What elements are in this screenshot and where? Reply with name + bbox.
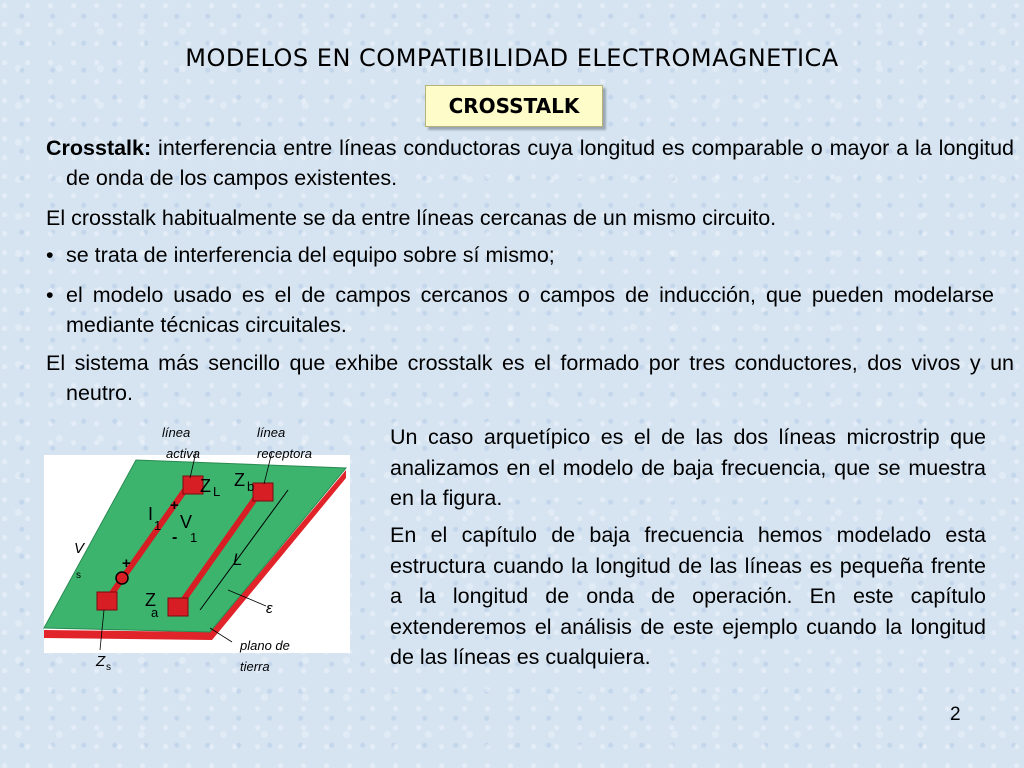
- label-zb: Z: [234, 470, 245, 490]
- bullet-item: [46, 240, 994, 270]
- label-v1-sub: 1: [190, 530, 198, 545]
- label-active-line-2: activa: [166, 446, 200, 461]
- label-length: L: [233, 550, 243, 569]
- page-number: 2: [950, 704, 961, 725]
- archetype-paragraph: Un caso arquetípico es el de las dos líneas microstrip que analizamos en el modelo de baja frecuencia, que se muestra en la figura.: [390, 425, 986, 510]
- bullet-text: se trata de interferencia del equipo sobre sí mismo;: [66, 243, 555, 267]
- label-v1: V: [180, 512, 193, 532]
- load-za-block: [168, 598, 188, 616]
- source-vs-symbol: [116, 572, 128, 584]
- label-i1: I: [148, 504, 154, 524]
- label-active-line-1: línea: [162, 425, 191, 440]
- label-za: Z: [145, 590, 156, 610]
- definition-paragraph: [46, 133, 1014, 193]
- bullet-dot: •: [46, 243, 54, 267]
- label-zb-sub: b: [247, 479, 255, 494]
- label-ground-plane-2: tierra: [240, 659, 270, 674]
- label-vs-plus: +: [122, 555, 131, 572]
- label-epsilon: ε: [266, 600, 273, 617]
- label-zl-sub: L: [213, 484, 221, 499]
- label-v1-plus: +: [170, 497, 179, 514]
- label-vs: V: [74, 540, 85, 557]
- definition-text: interferencia entre líneas conductoras cuya longitud es comparable o mayor a la longitud de onda de los campos existentes.: [66, 136, 1014, 190]
- label-receptor-line-1: línea: [257, 425, 286, 440]
- label-i1-sub: 1: [154, 518, 162, 533]
- bullet-dot: •: [46, 283, 54, 307]
- label-zl: Z: [200, 476, 211, 496]
- label-receptor-line-2: receptora: [257, 446, 312, 461]
- microstrip-figure: [40, 420, 360, 680]
- system-paragraph: El sistema más sencillo que exhibe crosstalk es el formado por tres conductores, dos vivos y un neutro.: [46, 351, 1014, 405]
- chapter-paragraph: En el capítulo de baja frecuencia hemos modelado esta estructura cuando la longitud de las líneas es pequeña frente a la longitud de onda de operación. En este capítulo extenderemos el análisis de este ejemplo cuando la longitud de las líneas es cualquiera.: [390, 523, 986, 669]
- load-zb-block: [253, 483, 273, 501]
- bullet-text: el modelo usado es el de campos cercanos o campos de inducción, que pueden modelarse mediante técnicas circuitales.: [66, 283, 994, 337]
- label-zs-sub: s: [106, 662, 111, 673]
- label-ground-plane-1: plano de: [240, 638, 290, 653]
- label-vs-sub: s: [76, 570, 81, 581]
- definition-term: Crosstalk:: [46, 136, 152, 160]
- section-badge: CROSSTALK: [425, 85, 603, 127]
- label-v1-minus: -: [172, 529, 178, 546]
- source-zs-block: [97, 592, 117, 610]
- crosstalk-paragraph: El crosstalk habitualmente se da entre líneas cercanas de un mismo circuito.: [46, 206, 777, 230]
- slide-title: MODELOS EN COMPATIBILIDAD ELECTROMAGNETICA: [185, 44, 839, 72]
- label-za-sub: a: [151, 605, 159, 620]
- bullet-item: [46, 280, 994, 340]
- label-zs: Z: [96, 653, 106, 670]
